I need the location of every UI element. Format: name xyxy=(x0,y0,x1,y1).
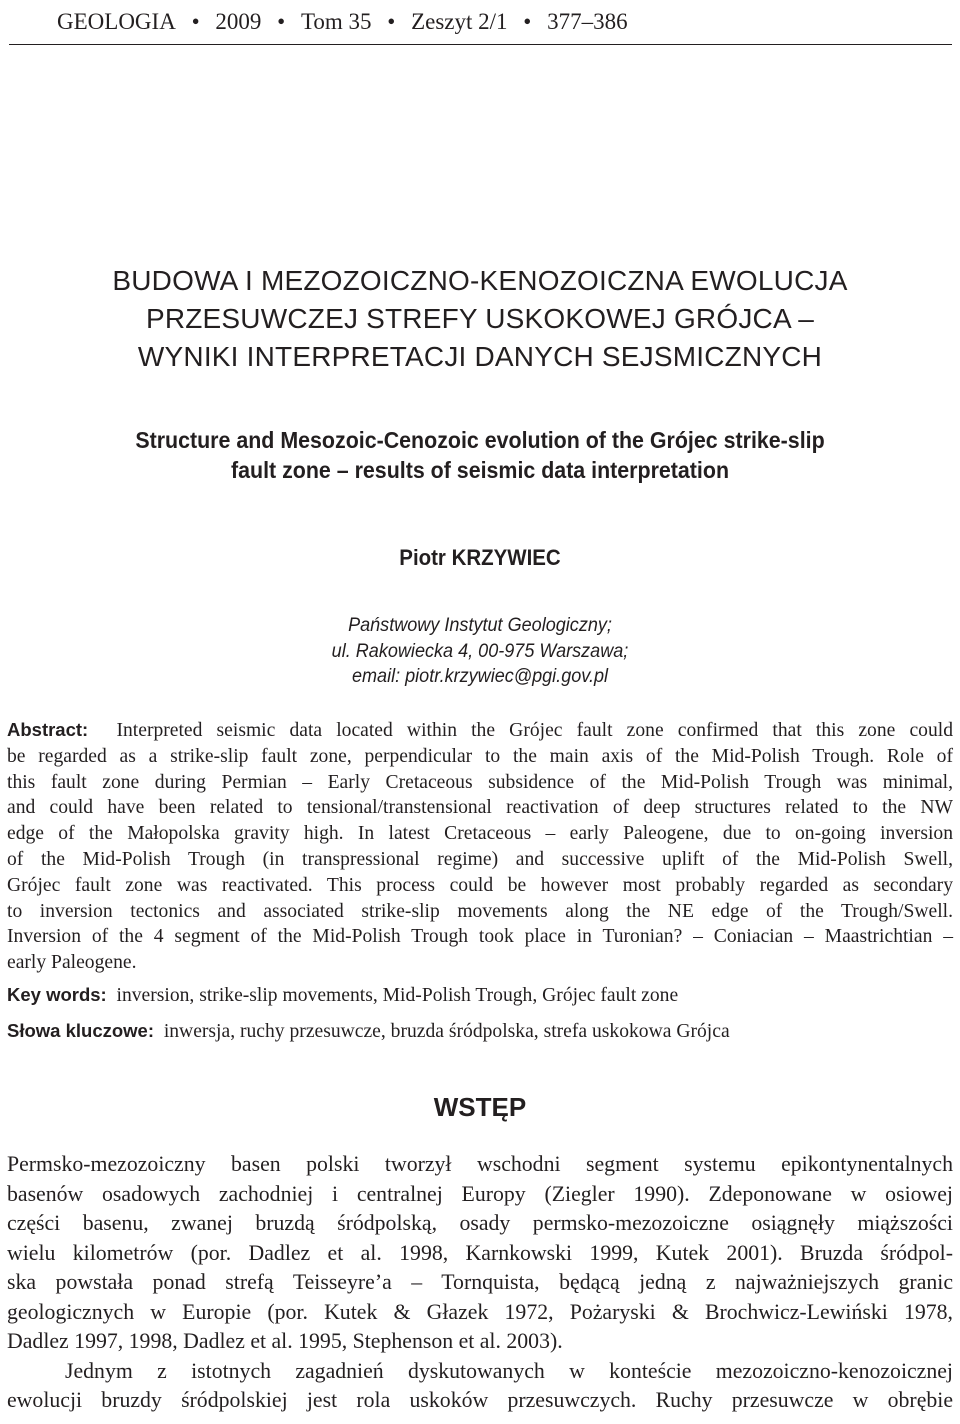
journal-issue: Zeszyt 2/1 xyxy=(411,9,508,34)
journal-header xyxy=(9,0,952,45)
paragraph-line: Jednym z istotnych zagadnień dyskutowanych w konteście mezozoiczno-kenozoicznej xyxy=(65,1358,953,1383)
paragraph-line: basenów osadowych zachodniej i centralnej Europy (Ziegler 1990). Zdeponowane w osiowej xyxy=(7,1181,953,1206)
abstract-line: Inversion of the 4 segment of the Mid-Polish Trough took place in Turonian? – Coniacian – Maastrichtian – xyxy=(7,926,953,948)
keywords-polish-label: Słowa kluczowe: xyxy=(7,1020,155,1041)
author-name: Piotr KRZYWIEC xyxy=(399,545,561,570)
title-polish-line: PRZESUWCZEJ STREFY USKOKOWEJ GRÓJCA – xyxy=(145,303,815,334)
affiliation-line: Państwowy Instytut Geologiczny; xyxy=(348,615,612,636)
paragraph-line: wielu kilometrów (por. Dadlez et al. 1998, Karnkowski 1999, Kutek 2001). Bruzda śródpol- xyxy=(7,1240,953,1265)
separator: • xyxy=(523,9,532,34)
title-polish-line: WYNIKI INTERPRETACJI DANYCH SEJSMICZNYCH xyxy=(137,341,823,372)
keywords-label: Key words: xyxy=(7,984,107,1005)
journal-pages: 377–386 xyxy=(547,9,628,34)
abstract-line: to inversion tectonics and associated strike-slip movements along the NE edge of the Trough/Swell. xyxy=(7,900,953,922)
section-heading: WSTĘP xyxy=(433,1092,527,1122)
keywords-text: inversion, strike-slip movements, Mid-Polish Trough, Grójec fault zone xyxy=(116,985,679,1006)
paragraph-line: Permsko-mezozoiczny basen polski tworzył wschodni segment systemu epikontynentalnych xyxy=(7,1152,953,1176)
separator: • xyxy=(191,9,200,34)
abstract-line: of the Mid-Polish Trough (in transpressional regime) and successive uplift of the Mid-Polish Swell, xyxy=(7,848,953,870)
abstract-line: edge of the Małopolska gravity high. In latest Cretaceous – early Paleogene, due to on-going inversion xyxy=(7,823,953,845)
paragraph-line: ewolucji bruzdy śródpolskiej jest rola uskoków przesuwczych. Ruchy przesuwcze w obrębie xyxy=(7,1388,953,1412)
paragraph-line: części basenu, zwanej bruzdą śródpolską, osady permsko-mezozoiczne osiągnęły miąższości xyxy=(7,1211,953,1235)
affiliation-line: email: piotr.krzywiec@pgi.gov.pl xyxy=(351,666,609,687)
title-polish xyxy=(0,262,960,376)
abstract-line: be regarded as a strike-slip fault zone, perpendicular to the main axis of the Mid-Polish Trough. Role of xyxy=(7,745,953,767)
abstract-line xyxy=(7,717,953,744)
keywords-polish xyxy=(7,1020,730,1043)
body-text xyxy=(7,1150,953,1416)
abstract-text: Interpreted seismic data located within the Grójec fault zone confirmed that this zone could xyxy=(116,720,954,741)
abstract-label: Abstract: xyxy=(7,719,89,740)
journal-year: 2009 xyxy=(215,9,262,34)
author-affiliation xyxy=(24,613,936,690)
abstract-line: and could have been related to tensional/transtensional reactivation of deep structures related to the NW xyxy=(7,797,953,819)
separator: • xyxy=(387,9,396,34)
title-english-line: fault zone – results of seismic data interpretation xyxy=(230,457,730,483)
affiliation-line: ul. Rakowiecka 4, 00-975 Warszawa; xyxy=(331,640,629,662)
title-english-line: Structure and Mesozoic-Cenozoic evolution of the Grójec strike-slip xyxy=(135,427,825,453)
paragraph-line: Dadlez 1997, 1998, Dadlez et al. 1995, Stephenson et al. 2003). xyxy=(7,1329,563,1353)
journal-name: GEOLOGIA xyxy=(57,9,176,34)
title-english xyxy=(34,425,927,485)
abstract xyxy=(7,717,953,976)
keywords-polish-text: inwersja, ruchy przesuwcze, bruzda śródpolska, strefa uskokowa Grójca xyxy=(163,1021,730,1042)
journal-volume: Tom 35 xyxy=(300,9,372,34)
paragraph-line: ska powstała ponad strefą Teisseyre’a – Tornquista, będącą jedną z najważniejszych granic xyxy=(7,1270,953,1294)
abstract-line: early Paleogene. xyxy=(7,952,137,974)
abstract-line: Grójec fault zone was reactivated. This process could be however most probably regarded as secondary xyxy=(7,874,953,896)
title-polish-line: BUDOWA I MEZOZOICZNO-KENOZOICZNA EWOLUCJA xyxy=(112,265,848,296)
keywords xyxy=(7,984,678,1007)
separator: • xyxy=(277,9,286,34)
paragraph-line: geologicznych w Europie (por. Kutek & Głazek 1972, Pożaryski & Brochwicz-Lewiński 1978, xyxy=(7,1299,953,1324)
abstract-line: this fault zone during Permian – Early Cretaceous subsidence of the Mid-Polish Trough was minimal, xyxy=(7,771,953,793)
